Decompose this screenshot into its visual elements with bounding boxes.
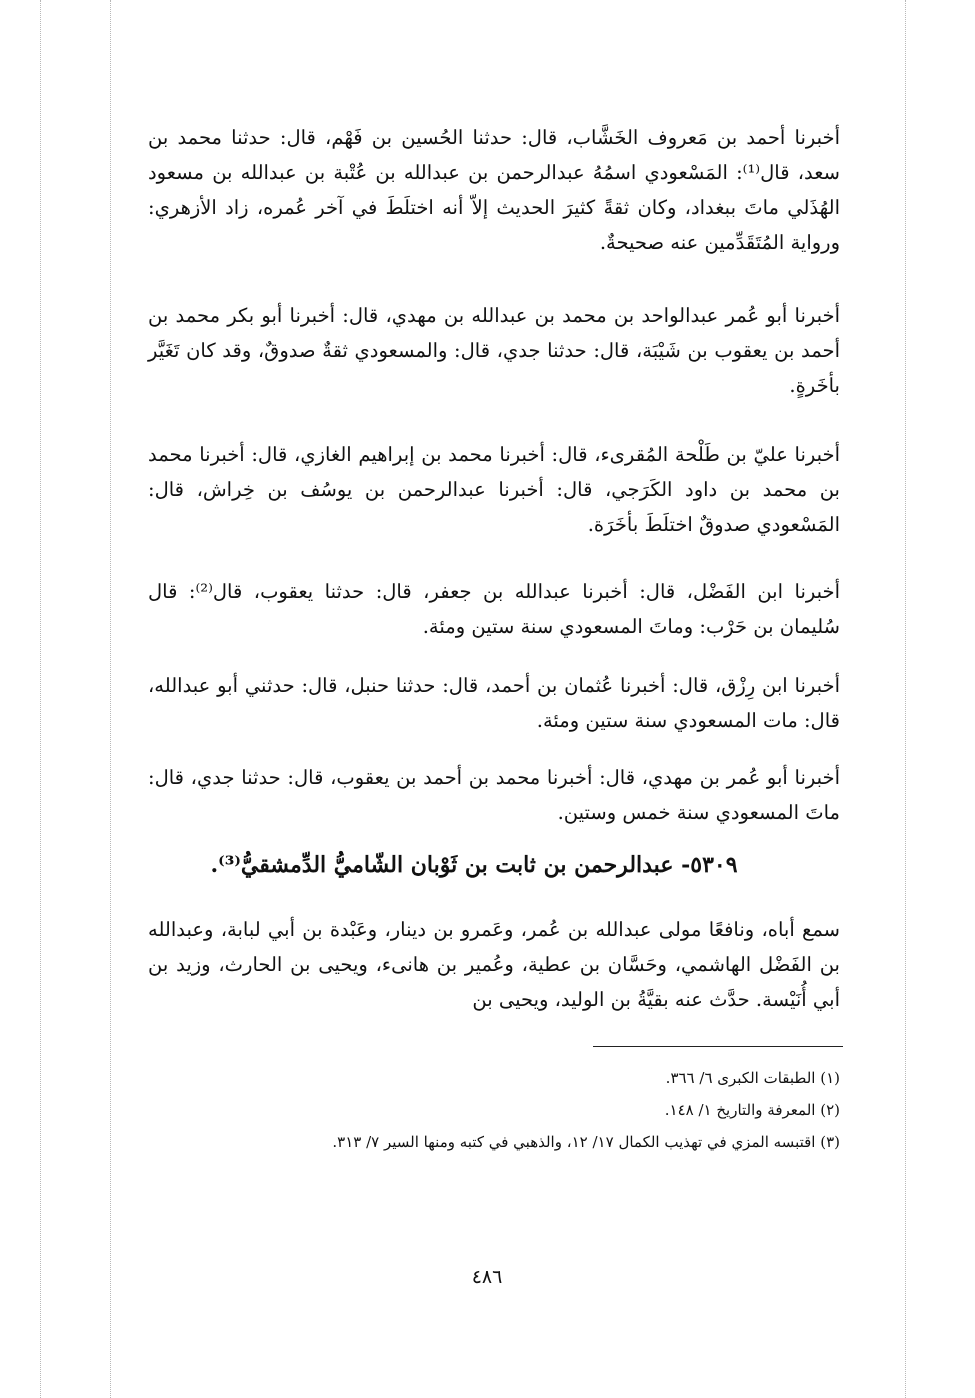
paragraph-text: أخبرنا ابن رِزْق، قال: أخبرنا عُثمان بن أحمد، قال: حدثنا حنبل، قال: حدثني أبو عبدالله، قال: مات المسعودي سنة ستين ومئة. (148, 674, 840, 732)
footnote-item: (٢) المعرفة والتاريخ ١/ ١٤٨. (664, 1101, 840, 1119)
footnotes (148, 1062, 840, 1158)
footnote-item: (٣) اقتبسه المزي في تهذيب الكمال ١٧/ ١٢، والذهبي في كتبه ومنها السير ٧/ ٣١٣. (332, 1133, 840, 1151)
paragraph-text: أخبرنا أبو عُمر بن مهدي، قال: أخبرنا محمد بن أحمد بن يعقوب، قال: حدثنا جدي، قال: ماتَ المسعودي سنة خمس وستين. (148, 766, 840, 824)
body-paragraph-4 (148, 574, 840, 644)
paragraph-text: سمع أباه، ونافعًا مولى عبدالله بن عُمر، وعَمرو بن دينار، وعَبْدة بن أبي لبابة، وعبدالله بن الفَضْل الهاشمي، وحَسَّان بن عطية، وعُمير بن هانىء، ويحيى بن الحارث، وزيد بن أبي أُنَيْسة. حدَّث عنه بقيَّةُ بن الوليد، ويحيى بن (148, 918, 840, 1011)
paragraph-text: أخبرنا ابن الفَضْل، قال: أخبرنا عبدالله بن جعفر، قال: حدثنا يعقوب، قال⁽²⁾: قال سُليمان بن حَرْب: وماتَ المسعودي سنة ستين ومئة. (148, 580, 840, 638)
scan-artifact-line (905, 0, 906, 1398)
body-paragraph-6 (148, 760, 840, 830)
entry-heading: ٥٣٠٩- عبدالرحمن بن ثابت بن ثَوْبان الشّاميُّ الدِّمشقيُّ⁽³⁾. (210, 852, 738, 878)
footnote-item: (١) الطبقات الكبرى ٦/ ٣٦٦. (665, 1069, 840, 1087)
scan-artifact-line (40, 0, 41, 1398)
scan-artifact-line (110, 0, 111, 1398)
paragraph-text: أخبرنا عليّ بن طَلْحة المُقرىء، قال: أخبرنا محمد بن إبراهيم الغازي، قال: أخبرنا محمد بن محمد بن داود الكَرَجي، قال: أخبرنا عبدالرحمن بن يوسُف بن خِراش، قال: المَسْعودي صدوقٌ اختلَطَ بأخَرَة. (148, 443, 840, 536)
body-paragraph-5 (148, 668, 840, 738)
body-paragraph-2 (148, 298, 840, 403)
footnote-divider (593, 1046, 843, 1047)
body-paragraph-3 (148, 437, 840, 542)
page-number: ٤٨٦ (471, 1266, 503, 1288)
body-paragraph-1 (148, 120, 840, 260)
paragraph-text: أخبرنا أبو عُمر عبدالواحد بن محمد بن عبدالله بن مهدي، قال: أخبرنا أبو بكر محمد بن أحمد بن يعقوب بن شَيْبَة، قال: حدثنا جدي، قال: والمسعودي ثقةٌ صدوقٌ، وقد كان تَغَيَّر بأخَرةٍ. (148, 304, 840, 397)
paragraph-text: أخبرنا أحمد بن مَعروف الخَشَّاب، قال: حدثنا الحُسين بن فَهْم، قال: حدثنا محمد بن سعد، قال⁽¹⁾: المَسْعودي اسمُهُ عبدالرحمن بن عبدالله بن عُتْبة بن عبدالله بن مسعود الهُذَلي ماتَ ببغداد، وكان ثقةً كثيرَ الحديث إلاّ أنه اختلَطَ في آخر عُمره، زاد الأزهري: ورواية المُتَقَدِّمين عنه صحيحةٌ. (148, 126, 840, 254)
biography-paragraph (148, 912, 840, 1017)
